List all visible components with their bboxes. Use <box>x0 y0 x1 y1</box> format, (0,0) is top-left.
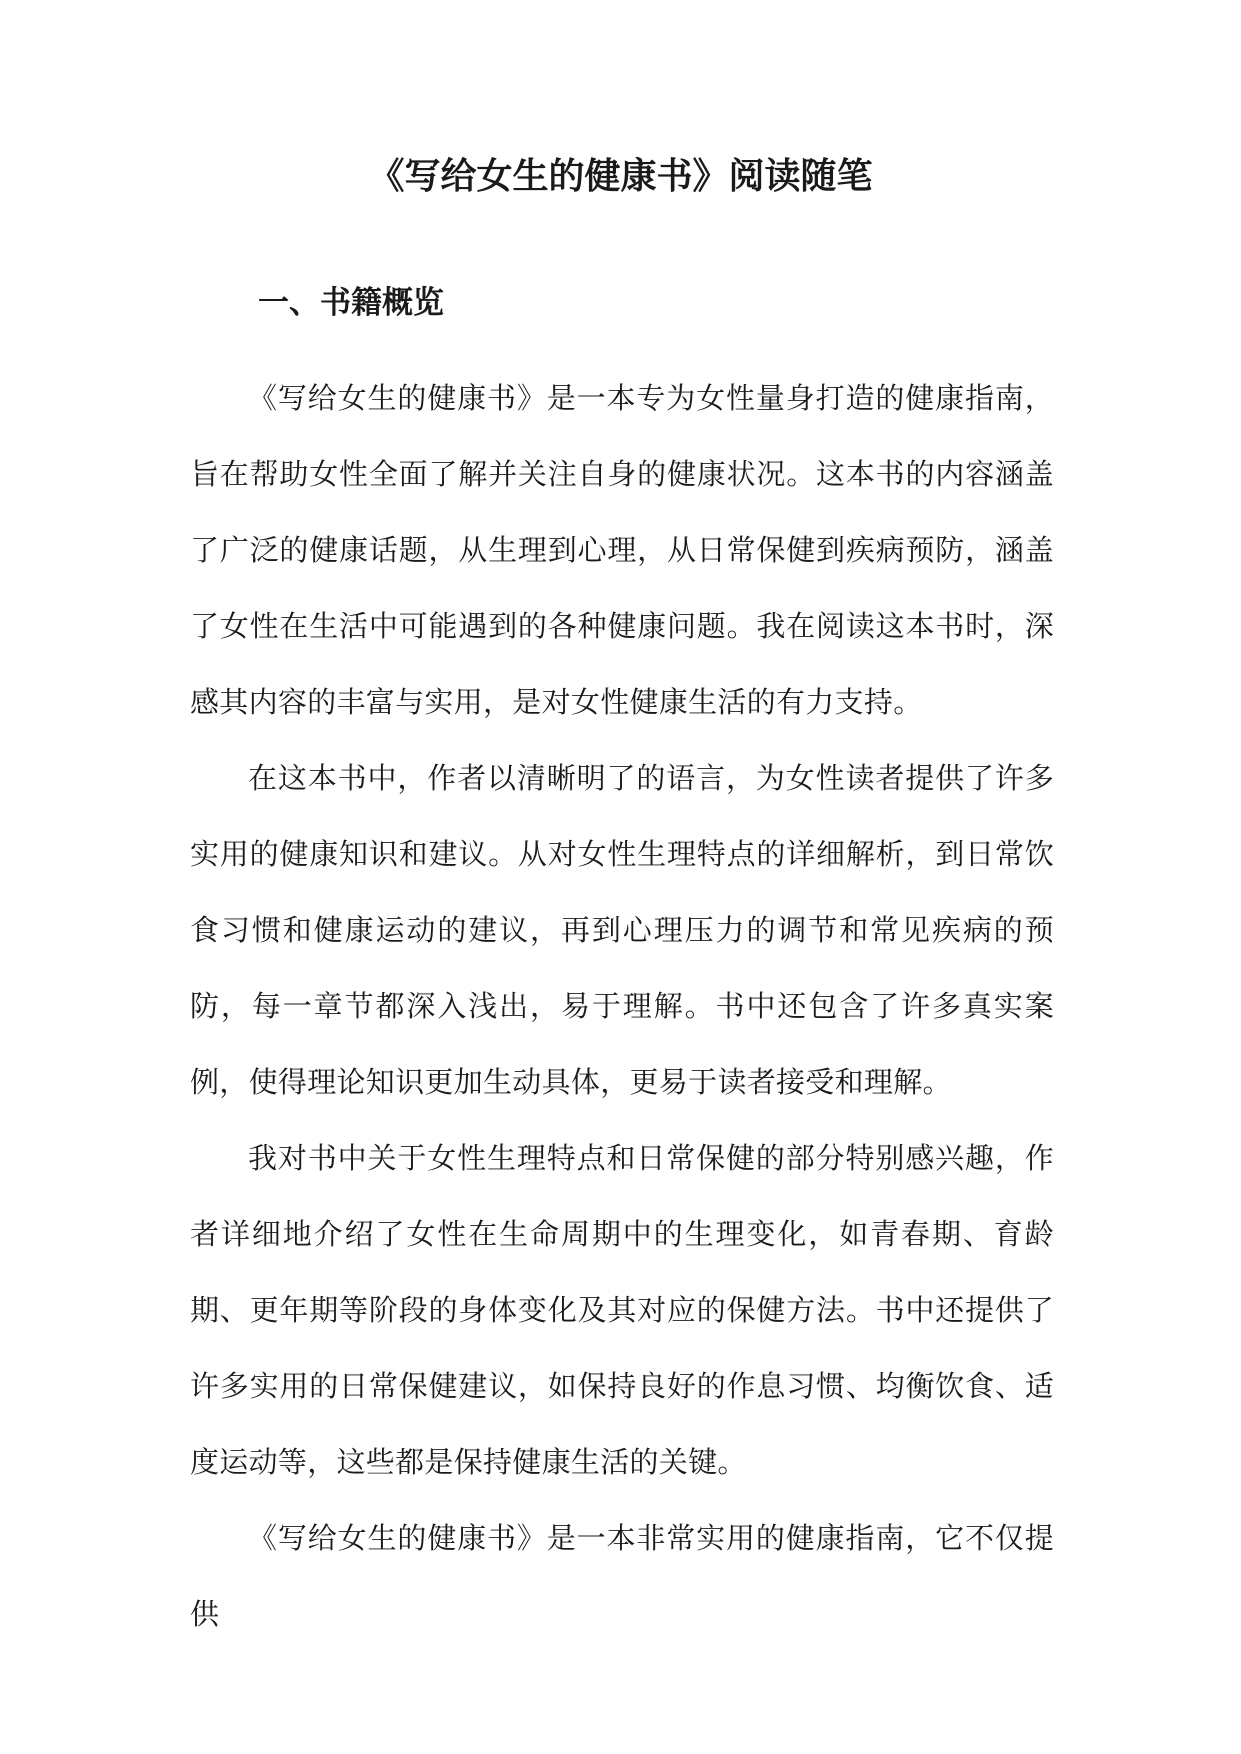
document-body <box>190 360 1054 1652</box>
paragraph: 我对书中关于女性生理特点和日常保健的部分特别感兴趣，作者详细地介绍了女性在生命周期中的生理变化，如青春期、育龄期、更年期等阶段的身体变化及其对应的保健方法。书中还提供了许多实用的日常保健建议，如保持良好的作息习惯、均衡饮食、适度运动等，这些都是保持健康生活的关键。 <box>190 1141 1054 1479</box>
paragraph: 《写给女生的健康书》是一本专为女性量身打造的健康指南，旨在帮助女性全面了解并关注自身的健康状况。这本书的内容涵盖了广泛的健康话题，从生理到心理，从日常保健到疾病预防，涵盖了女性在生活中可能遇到的各种健康问题。我在阅读这本书时，深感其内容的丰富与实用，是对女性健康生活的有力支持。 <box>190 381 1054 719</box>
paragraph: 《写给女生的健康书》是一本非常实用的健康指南，它不仅提供 <box>190 1521 1054 1631</box>
paragraph: 在这本书中，作者以清晰明了的语言，为女性读者提供了许多实用的健康知识和建议。从对女性生理特点的详细解析，到日常饮食习惯和健康运动的建议，再到心理压力的调节和常见疾病的预防，每一章节都深入浅出，易于理解。书中还包含了许多真实案例，使得理论知识更加生动具体，更易于读者接受和理解。 <box>190 761 1054 1099</box>
document-title: 《写给女生的健康书》阅读随笔 <box>368 155 873 197</box>
section-heading: 一、书籍概览 <box>258 285 444 321</box>
